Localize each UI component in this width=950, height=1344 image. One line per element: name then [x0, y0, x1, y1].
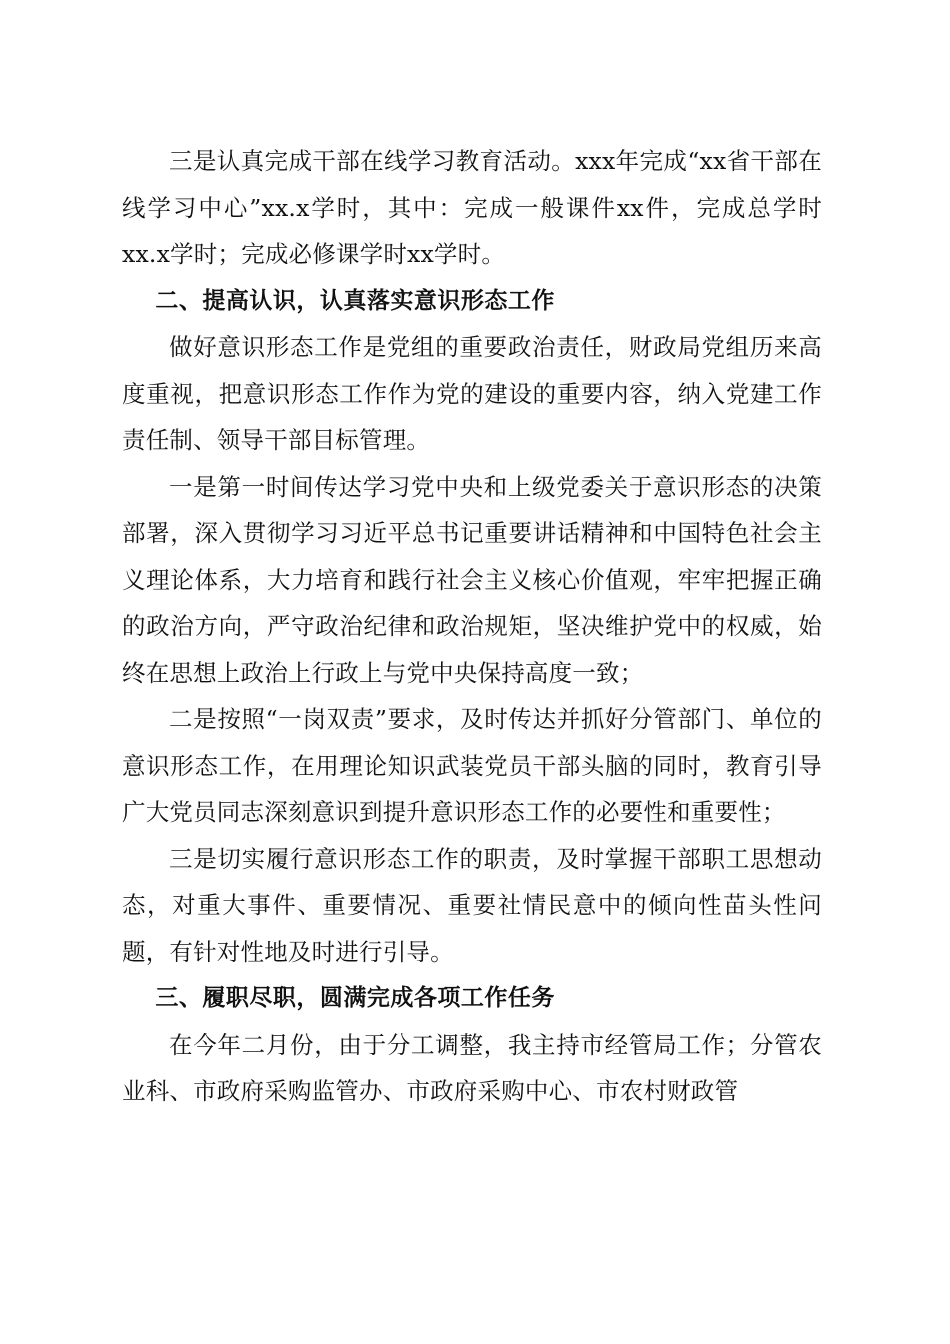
paragraph-ideology-intro: 做好意识形态工作是党组的重要政治责任，财政局党组历来高度重视，把意识形态工作作为党的建设的重要内容，纳入党建工作责任制、领导干部目标管理。	[122, 333, 822, 454]
section-heading-duties: 三、履职尽职，圆满完成各项工作任务	[155, 985, 555, 1011]
paragraph-ideology-point-1: 一是第一时间传达学习党中央和上级党委关于意识形态的决策部署，深入贯彻学习习近平总书记重要讲话精神和中国特色社会主义理论体系，大力培育和践行社会主义核心价值观，牢牢把握正确的政治方向，严守政治纪律和政治规矩，坚决维护党中的权威，始终在思想上政治上行政上与党中央保持高度一致；	[122, 472, 822, 687]
paragraph-online-learning: 三是认真完成干部在线学习教育活动。xxx年完成“xx省干部在线学习中心”xx.x学时，其中：完成一般课件xx件，完成总学时xx.x学时；完成必修课学时xx学时。	[122, 147, 822, 268]
paragraph-duties-intro: 在今年二月份，由于分工调整，我主持市经管局工作；分管农业科、市政府采购监管办、市政府采购中心、市农村财政管	[122, 1030, 822, 1105]
paragraph-ideology-point-2: 二是按照“一岗双责”要求，及时传达并抓好分管部门、单位的意识形态工作，在用理论知识武装党员干部头脑的同时，教育引导广大党员同志深刻意识到提升意识形态工作的必要性和重要性；	[122, 705, 822, 826]
document-page	[122, 138, 822, 1115]
section-heading-ideology: 二、提高认识，认真落实意识形态工作	[155, 287, 555, 314]
paragraph-ideology-point-3: 三是切实履行意识形态工作的职责，及时掌握干部职工思想动态，对重大事件、重要情况、重要社情民意中的倾向性苗头性问题，有针对性地及时进行引导。	[122, 844, 822, 966]
